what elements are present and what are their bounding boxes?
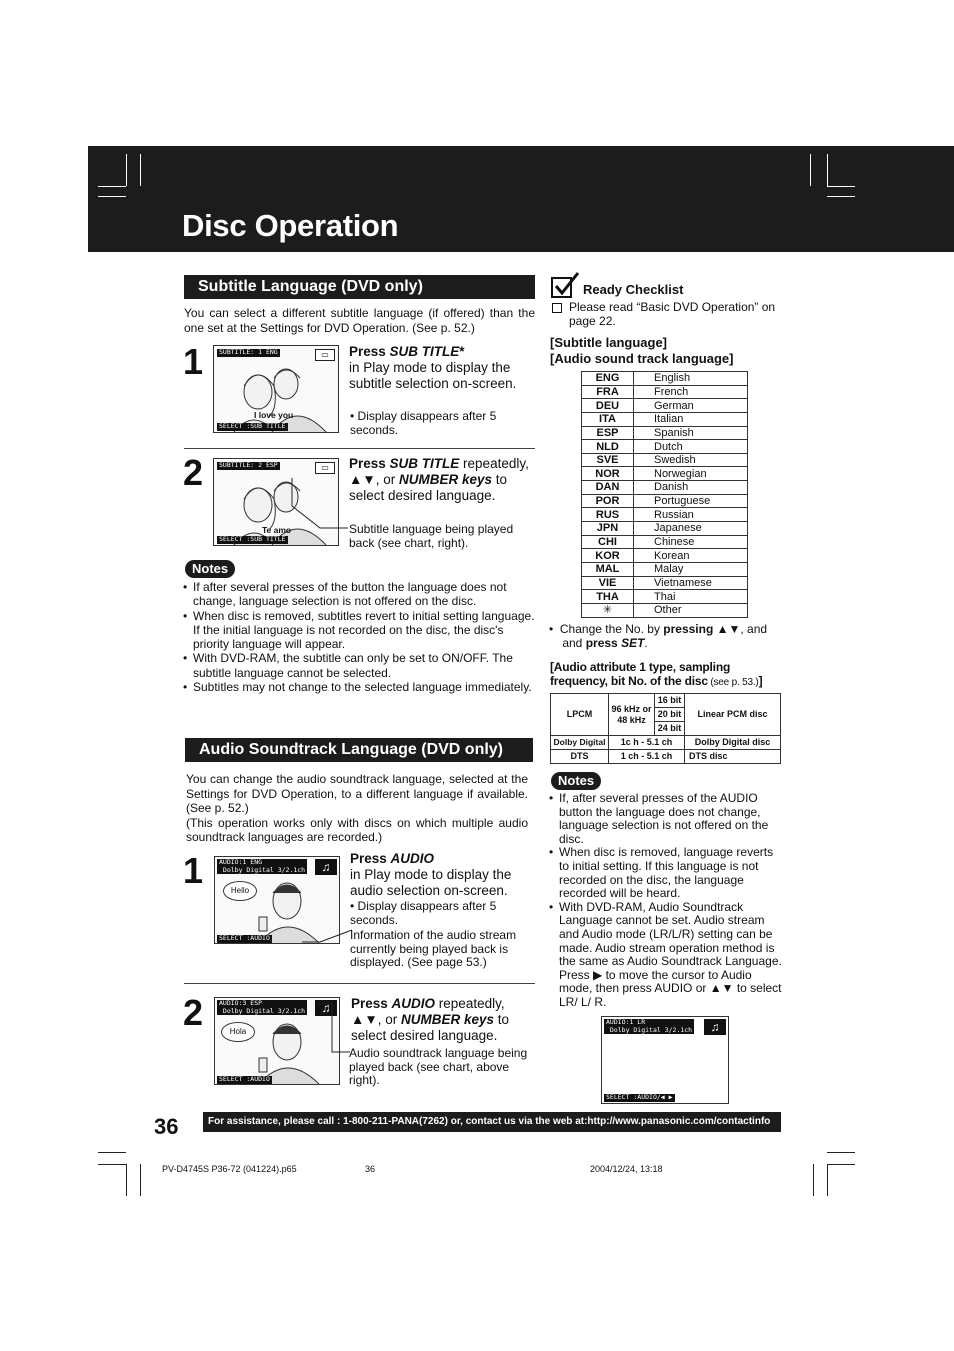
language-name: Other [634,603,748,617]
language-code: POR [582,494,634,508]
subtitle-caption: Te amo [262,525,292,535]
divider [184,448,535,449]
language-name: Thai [634,590,748,604]
language-name: German [634,399,748,413]
crop-mark [98,196,126,197]
callout-line [316,1002,352,1054]
language-code: THA [582,590,634,604]
language-code: ENG [582,372,634,386]
dolby-ch-cell: 1c h - 5.1 ch [609,736,685,750]
language-code: ✳ [582,603,634,617]
subtitle-intro: You can select a different subtitle language (if offered) than the one set at the Settings for DVD Operation. (See p. 52.) [184,306,535,335]
language-row [582,372,748,386]
audio-key: AUDIO [390,851,435,866]
crop-mark [827,1164,828,1196]
language-row [582,562,748,576]
subtitle-section-heading: Subtitle Language (DVD only) [184,275,535,299]
language-code: ITA [582,412,634,426]
crop-mark [827,1164,855,1165]
tv-screen-illustration [601,1016,729,1104]
language-name: Dutch [634,440,748,454]
language-name: Chinese [634,535,748,549]
language-row [582,576,748,590]
language-row [582,467,748,481]
note-item: • If after several presses of the button the language does not change, language selection is not offered on the disc. [183,580,535,609]
callout-text: Information of the audio stream currently being played back is displayed. (See page 53.) [350,928,517,969]
dolby-desc-cell: Dolby Digital disc [685,736,781,750]
crop-mark [827,1152,855,1153]
language-row [582,494,748,508]
sub-title-key: SUB TITLE [389,344,460,359]
step-number: 1 [183,850,204,891]
osd-top-line: AUDIO:3 ESP Dolby Digital 3/2.1ch [219,999,306,1015]
crop-mark [813,1164,814,1196]
osd-top-line: SUBTITLE: 1 ENG [219,348,278,356]
lpcm-desc-cell: Linear PCM disc [685,694,781,736]
step-instruction [349,344,534,392]
print-date: 2004/12/24, 13:18 [590,1164,663,1174]
language-row [582,590,748,604]
osd-top-line: AUDIO:1 ENG Dolby Digital 3/2.1ch [219,858,306,874]
callout-text: Audio soundtrack language being played back (see chart, above right). [349,1046,528,1087]
note-item: • Subtitles may not change to the selected language immediately. [183,680,535,694]
crop-mark [810,154,811,186]
footnote-star: * [459,344,465,359]
bit-cell: 20 bit [655,708,685,722]
speech-bubble: Hello [223,881,257,901]
crop-mark [827,186,855,187]
language-code: VIE [582,576,634,590]
crop-mark [126,1164,127,1196]
dts-cell: DTS [551,750,609,764]
subtitle-caption: I love you [254,410,294,420]
language-code: ESP [582,426,634,440]
language-code: MAL [582,562,634,576]
language-code: RUS [582,508,634,522]
step-note: • Display disappears after 5 seconds. [350,899,497,927]
dts-desc-cell: DTS disc [685,750,781,764]
step-note: • Display disappears after 5 seconds. [350,409,497,437]
audio-notes-list [549,792,786,1010]
language-name: French [634,385,748,399]
language-name: Norwegian [634,467,748,481]
language-code: SVE [582,453,634,467]
crop-mark [140,154,141,186]
page-title: Disc Operation [182,208,399,243]
music-note-icon: ♫ [315,1000,337,1016]
language-row [582,508,748,522]
audio-attribute-table [550,693,781,764]
checkbox[interactable] [552,303,562,313]
language-name: Malay [634,562,748,576]
language-row [582,440,748,454]
assistance-bar: For assistance, please call : 1-800-211-PANA(7262) or, contact us via the web at:http://www.panasonic.com/contactinfo [203,1112,781,1132]
step-number: 1 [183,341,204,382]
language-row [582,426,748,440]
note-item: • With DVD-RAM, the subtitle can only be set to ON/OFF. The subtitle language cannot be selected. [183,651,535,680]
subtitle-notes-list [183,580,535,694]
language-row [582,481,748,495]
lpcm-cell: LPCM [551,694,609,736]
language-code: NOR [582,467,634,481]
step-text: repeatedly, ▲▼, or [349,456,529,487]
osd-top-line: SUBTITLE: 2 ESP [219,461,278,469]
crop-mark [140,1164,141,1196]
note-item: • When disc is removed, subtitles revert to initial setting language. If the initial language is not recorded on the disc, the disc's priority language will appear. [183,609,535,652]
language-code: DAN [582,481,634,495]
language-name: Japanese [634,522,748,536]
language-row [582,412,748,426]
bit-cell: 16 bit [655,694,685,708]
speech-bubble: Hola [221,1022,255,1042]
crop-mark [827,196,855,197]
language-name: English [634,372,748,386]
step-text: to select desired language. [349,472,508,503]
checklist-title: Ready Checklist [583,282,684,297]
language-row [582,522,748,536]
language-name: Spanish [634,426,748,440]
crop-mark [98,1164,126,1165]
subtitle-icon: ▭ [315,349,335,361]
freq-cell: 96 kHz or 48 kHz [609,694,655,736]
audio-key: AUDIO [391,996,436,1011]
language-row [582,535,748,549]
tv-screen-illustration [213,345,339,433]
callout-line [290,476,350,536]
language-name: Korean [634,549,748,563]
change-note: • Change the No. by pressing ▲▼, and and press SET. [549,622,768,650]
step-number: 2 [183,992,204,1033]
note-item: • With DVD-RAM, Audio Soundtrack Language cannot be set. Audio stream and Audio mode (LR/L/R) setting can be made. Audio stream operation method is the same as Audio Soundtrack Language. Press ▶ to move the cursor to Audio mode, then press AUDIO or ▲▼ to select LR/ L/ R. [549,901,786,1010]
checklist-icon [551,271,581,301]
step-instruction: Press AUDIO in Play mode to display the audio selection on-screen. [350,851,512,898]
dts-ch-cell: 1 ch - 5.1 ch [609,750,685,764]
dolby-cell: Dolby Digital [551,736,609,750]
sub-title-key: SUB TITLE [389,456,460,471]
language-row [582,603,748,617]
language-table [581,371,748,618]
osd-bottom-line: SELECT :AUDIO [219,1075,270,1083]
osd-bottom-line: SELECT :SUB TITLE [219,422,286,430]
bit-cell: 24 bit [655,722,685,736]
language-name: Italian [634,412,748,426]
step-text: in Play mode to display the subtitle selection on-screen. [349,360,517,391]
language-code: FRA [582,385,634,399]
page-number: 36 [154,1114,179,1139]
press-label: Press [349,344,390,359]
language-row [582,399,748,413]
osd-bottom-line: SELECT :SUB TITLE [219,535,286,543]
language-row [582,453,748,467]
music-note-icon: ♫ [315,859,337,875]
crop-mark [126,154,127,186]
callout-line [300,928,354,944]
osd-bottom-line: SELECT :AUDIO/◀ ▶ [606,1093,673,1101]
note-item: • If, after several presses of the AUDIO button the language does not change, language selection is not offered on the disc. [549,792,786,846]
crop-mark [98,1152,126,1153]
language-table-heading: [Subtitle language] [Audio sound track language] [550,335,734,366]
language-row [582,549,748,563]
subtitle-icon: ▭ [315,462,335,474]
osd-top-line: AUDIO:1 LR Dolby Digital 3/2.1ch [606,1018,693,1034]
step-number: 2 [183,452,204,493]
language-name: Danish [634,481,748,495]
language-code: KOR [582,549,634,563]
callout-text: Subtitle language being played back (see chart, right). [349,522,514,550]
crop-mark [827,154,828,186]
crop-mark [98,186,126,187]
audio-attribute-heading: [Audio attribute 1 type, sampling frequency, bit No. of the disc (see p. 53.)] [550,660,763,688]
notes-badge: Notes [551,772,601,790]
language-code: NLD [582,440,634,454]
print-file-name: PV-D4745S P36-72 (041224).p65 [162,1164,297,1174]
number-keys: NUMBER keys [400,1012,495,1027]
language-code: JPN [582,522,634,536]
press-label: Press [349,456,390,471]
language-name: Portuguese [634,494,748,508]
language-name: Swedish [634,453,748,467]
music-note-icon: ♫ [704,1019,726,1035]
language-row [582,385,748,399]
osd-bottom-line: SELECT :AUDIO [219,934,270,942]
notes-badge: Notes [185,560,235,578]
language-code: DEU [582,399,634,413]
step-instruction [349,456,534,504]
step-instruction: Press AUDIO repeatedly, ▲▼, or NUMBER keys to select desired language. [351,996,510,1043]
divider [184,983,535,984]
language-name: Russian [634,508,748,522]
print-page-number: 36 [365,1164,376,1174]
number-keys: NUMBER keys [398,472,493,487]
audio-intro: You can change the audio soundtrack language, selected at the Settings for DVD Operation, to a different language if available. (See p. 52.) (This operation works only with discs on which multiple audio soundtrack languages are recorded.) [186,772,528,844]
language-name: Vietnamese [634,576,748,590]
audio-section-heading: Audio Soundtrack Language (DVD only) [185,738,533,762]
language-code: CHI [582,535,634,549]
note-item: • When disc is removed, language reverts to initial setting. If this language is not recorded on the disc, the language recorded will be heard. [549,846,786,900]
checklist-item: Please read “Basic DVD Operation” on page 22. [569,300,776,328]
